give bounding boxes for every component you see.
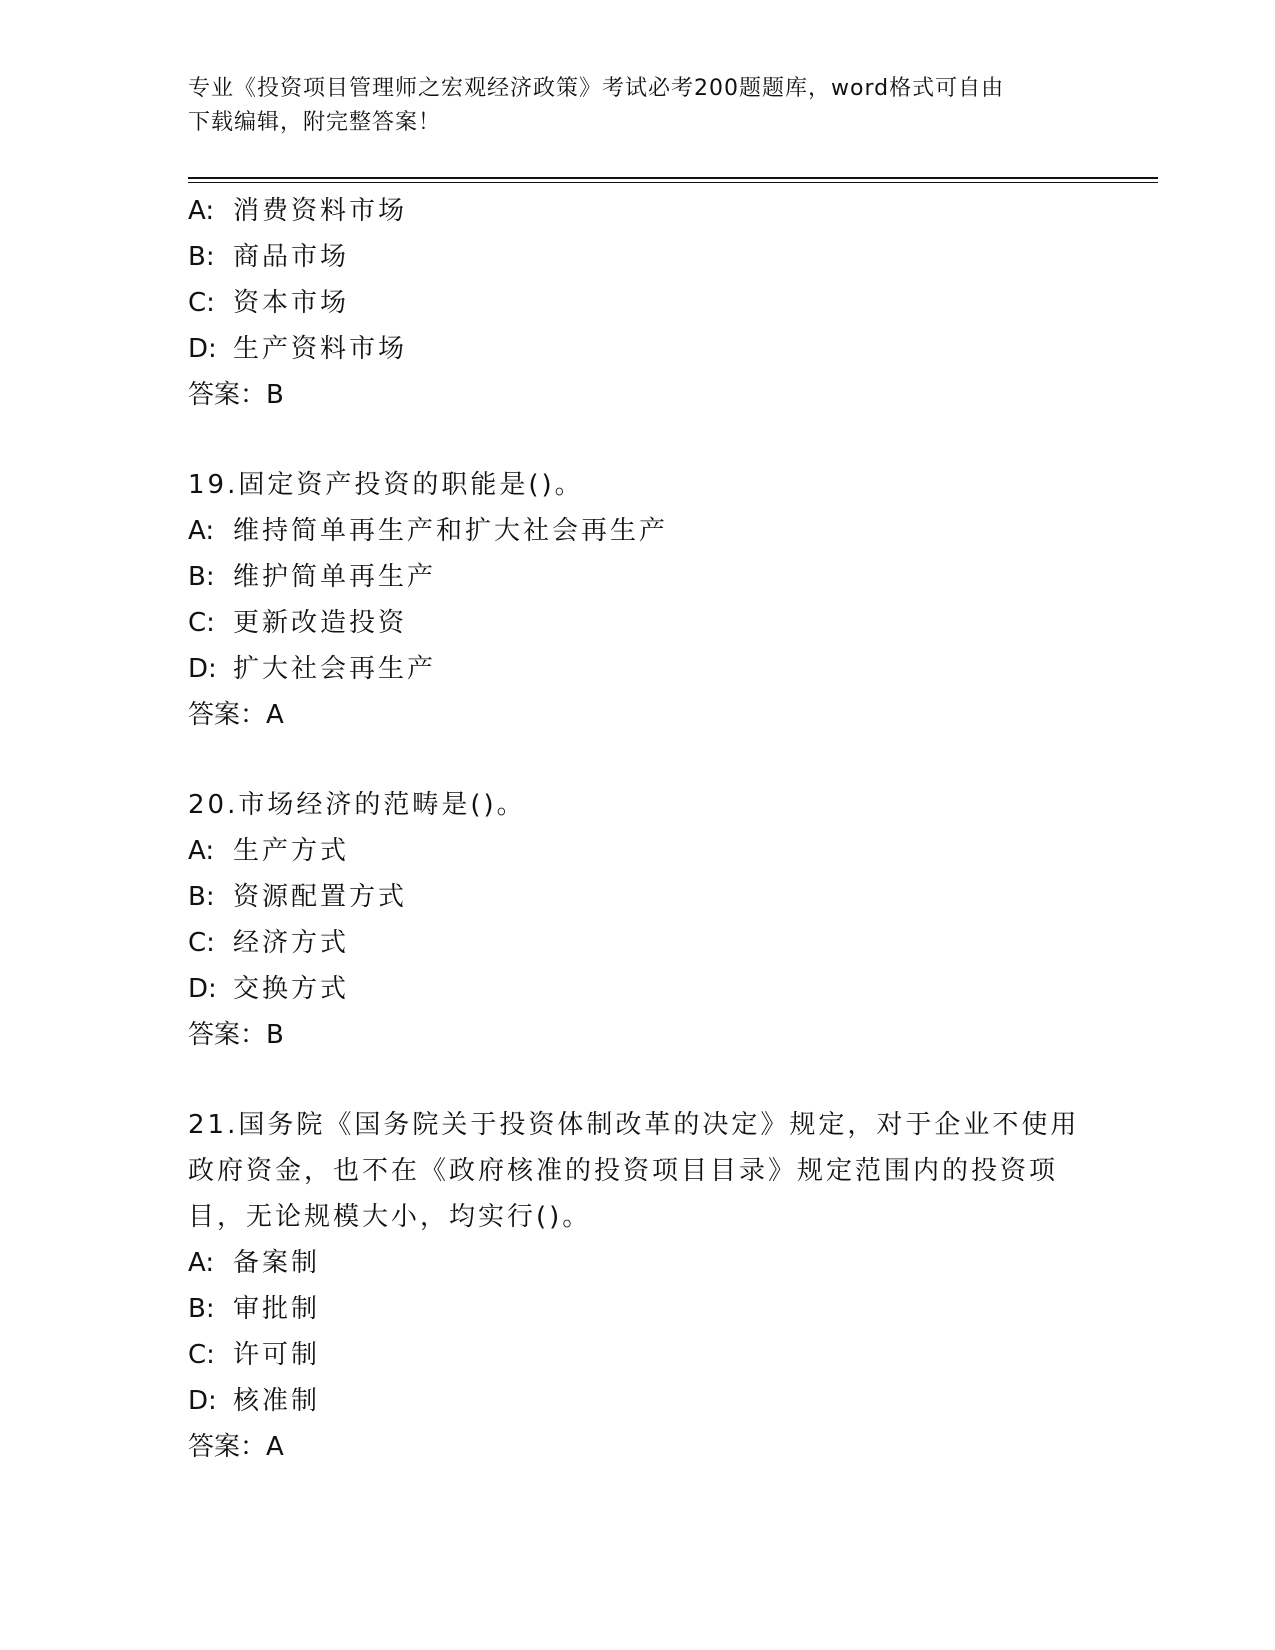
question-block-20 (188, 782, 1088, 1058)
header-divider-thin (188, 182, 1158, 183)
answer: 答案：B (188, 380, 284, 410)
option-d: D: 交换方式 (188, 974, 350, 1004)
option-a: A: 消费资料市场 (188, 196, 408, 226)
option-a: A: 生产方式 (188, 836, 350, 866)
option-d: D: 扩大社会再生产 (188, 654, 437, 684)
answer: 答案：B (188, 1020, 284, 1050)
option-b: B: 维护简单再生产 (188, 562, 437, 592)
question-content (188, 188, 1088, 1470)
option-b: B: 商品市场 (188, 242, 350, 272)
option-c: C: 许可制 (188, 1340, 321, 1370)
answer: 答案：A (188, 700, 284, 730)
option-b: B: 资源配置方式 (188, 882, 408, 912)
header-divider-thick (188, 177, 1158, 179)
question-stem: 19.固定资产投资的职能是()。 (188, 470, 584, 500)
option-a: A: 维持简单再生产和扩大社会再生产 (188, 516, 669, 546)
header-line-1: 专业《投资项目管理师之宏观经济政策》考试必考200题题库，word格式可自由 (188, 76, 1005, 101)
question-block-21 (188, 1102, 1088, 1470)
question-block-19 (188, 462, 1088, 738)
document-header (188, 72, 1088, 140)
question-stem: 20.市场经济的范畴是()。 (188, 790, 526, 820)
header-line-2: 下载编辑，附完整答案！ (188, 110, 442, 135)
option-c: C: 经济方式 (188, 928, 350, 958)
option-a: A: 备案制 (188, 1248, 321, 1278)
option-c: C: 更新改造投资 (188, 608, 408, 638)
answer: 答案：A (188, 1432, 284, 1462)
option-d: D: 生产资料市场 (188, 334, 408, 364)
question-block-18 (188, 188, 1088, 418)
option-d: D: 核准制 (188, 1386, 321, 1416)
question-stem-line-3: 目，无论规模大小，均实行()。 (188, 1202, 592, 1232)
option-c: C: 资本市场 (188, 288, 350, 318)
question-stem-line-1: 21.国务院《国务院关于投资体制改革的决定》规定，对于企业不使用 (188, 1110, 1080, 1140)
option-b: B: 审批制 (188, 1294, 321, 1324)
question-stem-line-2: 政府资金，也不在《政府核准的投资项目目录》规定范围内的投资项 (188, 1156, 1059, 1186)
